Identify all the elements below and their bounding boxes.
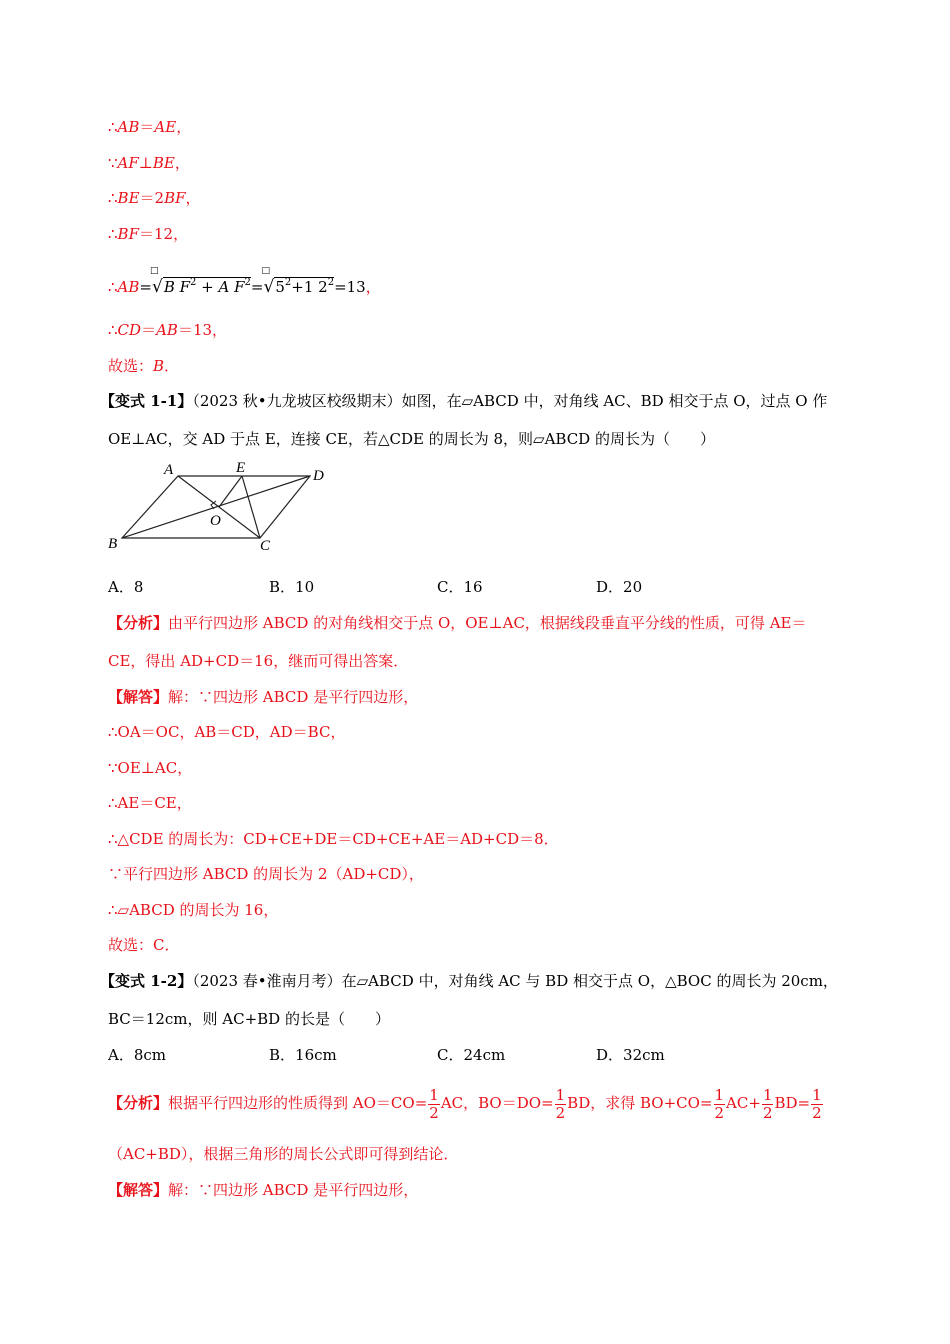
fraction-half: $\frac{1}{2}$ <box>762 1085 773 1122</box>
solution-line: ∴BE＝2BF， <box>108 189 201 207</box>
solution-tag: 【解答】 <box>108 1181 169 1199</box>
formula-line: ∴AB= □ √B $F^2 + A$ $F^2=$ □ $√5^2+1$ $2^2=13$， <box>108 266 381 297</box>
options-row <box>108 1045 708 1065</box>
segment-ce <box>242 476 260 538</box>
option-b[interactable]: B．16cm <box>269 1046 337 1064</box>
solution-line: ∴▱ABCD 的周长为 16， <box>108 901 279 919</box>
question-stem-line2: BC＝12cm，则 AC+BD 的长是（ ） <box>108 1010 390 1028</box>
solution-line: ∴△CDE 的周长为：CD+CE+DE＝CD+CE+AE＝AD+CD＝8． <box>108 830 559 848</box>
option-c[interactable]: C．16 <box>437 578 483 596</box>
question-stem: 【变式 1-1】（2023 秋•九龙坡区校级期末）如图，在▱ABCD 中，对角线 AC、BD 相交于点 O，过点 O 作 <box>100 392 828 410</box>
sqrt-expression: □ √B $F^2 + A$ $F^2$ <box>149 266 251 297</box>
analysis-tag: 【分析】 <box>108 614 169 632</box>
label-d: D <box>313 468 324 484</box>
sqrt-expression: □ $√5^2+1$ $2^2$ <box>261 266 335 297</box>
solution-line: ∴CD＝AB＝13， <box>108 321 228 339</box>
label-e: E <box>236 460 246 476</box>
label-c: C <box>260 538 271 554</box>
solution-line: ∴BF＝12， <box>108 225 189 243</box>
choose-line: 故选：C． <box>108 936 180 954</box>
solution-line: 【解答】解：∵四边形 ABCD 是平行四边形， <box>108 688 419 706</box>
question-stem: 【变式 1-2】（2023 春•淮南月考）在▱ABCD 中，对角线 AC 与 BD 相交于点 O，△BOC 的周长为 20cm， <box>100 972 838 990</box>
solution-line: ∴OA＝OC，AB＝CD，AD＝BC， <box>108 723 346 741</box>
option-d[interactable]: D．32cm <box>596 1046 665 1064</box>
analysis-line: 【分析】由平行四边形 ABCD 的对角线相交于点 O，OE⊥AC，根据线段垂直平分线的性质，可得 AE＝ <box>108 614 807 632</box>
choose-line: 故选：B． <box>108 357 180 375</box>
question-source: （2023 春•淮南月考） <box>192 972 342 990</box>
question-tag: 【变式 1-1】 <box>100 392 193 410</box>
solution-line: ∴AB＝AE， <box>108 118 192 136</box>
fraction-half: $\frac{1}{2}$ <box>812 1085 822 1122</box>
parallelogram-figure <box>100 458 340 558</box>
option-d[interactable]: D．20 <box>596 578 643 596</box>
fraction-half: $\frac{1}{2}$ <box>714 1085 725 1122</box>
solution-line: 【解答】解：∵四边形 ABCD 是平行四边形， <box>108 1181 419 1199</box>
solution-line: ∵OE⊥AC， <box>108 759 193 777</box>
fraction-half: $\frac{1}{2}$ <box>429 1085 439 1122</box>
option-b[interactable]: B．10 <box>269 578 315 596</box>
analysis-line2: （AC+BD），根据三角形的周长公式即可得到结论． <box>108 1145 459 1163</box>
option-a[interactable]: A．8cm <box>108 1046 167 1064</box>
question-tag: 【变式 1-2】 <box>100 972 193 990</box>
question-stem-line2: OE⊥AC，交 AD 于点 E，连接 CE，若△CDE 的周长为 8，则▱ABCD 的周长为（ ） <box>108 430 715 448</box>
option-c[interactable]: C．24cm <box>437 1046 506 1064</box>
solution-line: ∴AE＝CE， <box>108 794 192 812</box>
label-a: A <box>164 462 174 478</box>
label-o: O <box>210 513 221 529</box>
question-source: （2023 秋•九龙坡区校级期末） <box>192 392 402 410</box>
label-b: B <box>108 536 118 552</box>
fraction-half: $\frac{1}{2}$ <box>555 1085 566 1122</box>
solution-tag: 【解答】 <box>108 688 169 706</box>
options-row <box>108 577 708 597</box>
option-a[interactable]: A．8 <box>108 578 144 596</box>
solution-line: ∵平行四边形 ABCD 的周长为 2（AD+CD）， <box>108 865 424 883</box>
solution-line: ∵AF⊥BE， <box>108 154 190 172</box>
analysis-tag: 【分析】 <box>108 1094 169 1112</box>
analysis-line2: CE，得出 AD+CD＝16，继而可得出答案． <box>108 652 409 670</box>
analysis-line: 【分析】根据平行四边形的性质得到 AO＝CO= $\frac{1}{2}$ AC，BO＝DO= $\frac{1}{2}$ BD，求得 BO+CO= $\frac{1}{2}$ AC+ $\frac{1}{2}$ BD= $\frac{1}{2}$ <box>108 1085 822 1122</box>
